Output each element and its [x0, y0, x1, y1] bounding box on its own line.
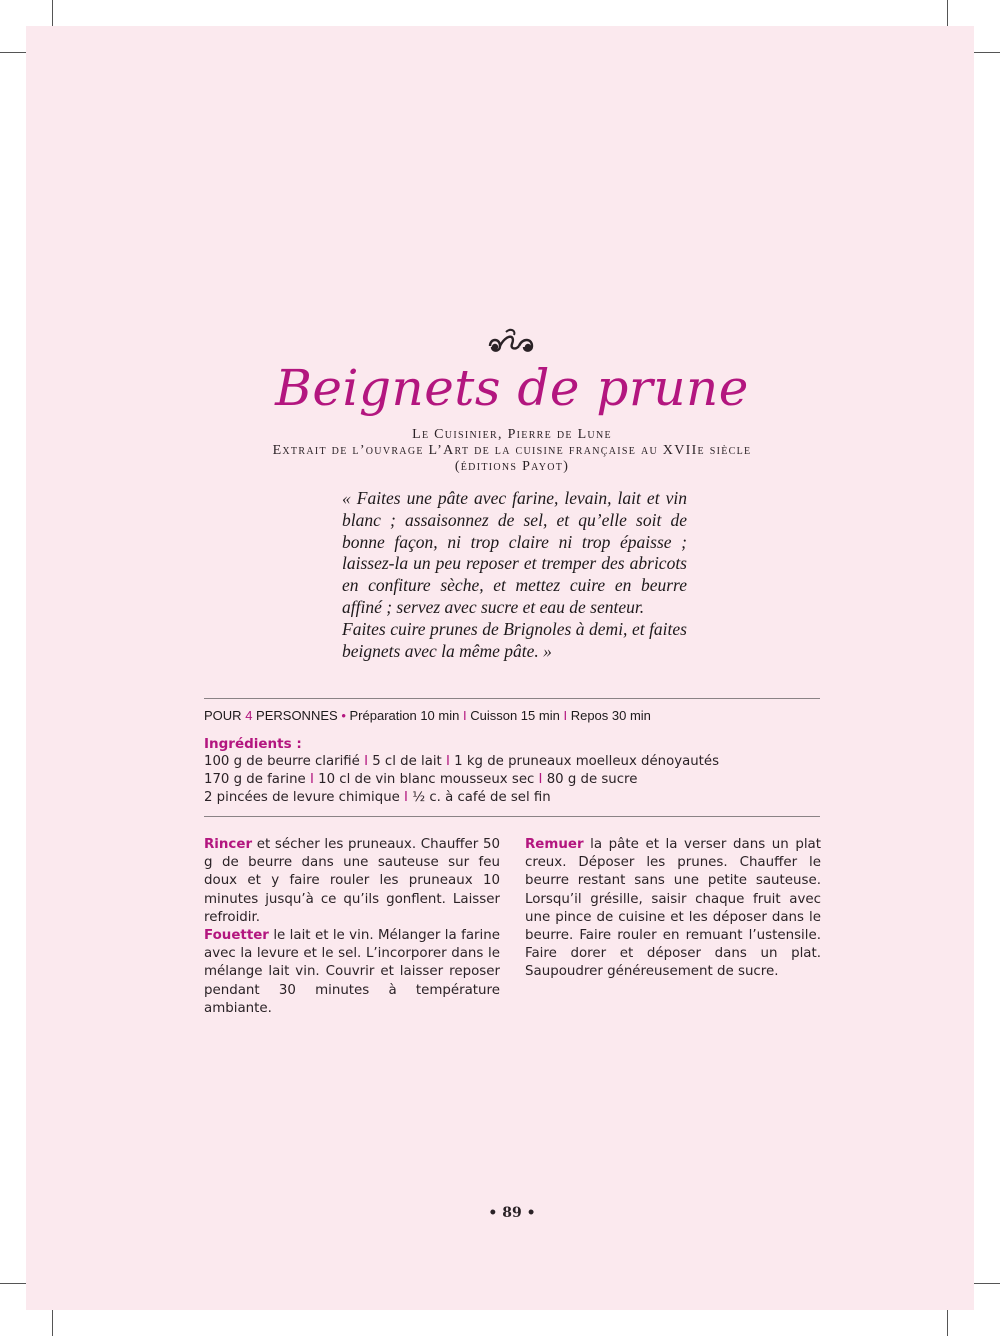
recipe-meta	[204, 708, 820, 723]
ingredient: 10 cl de vin blanc mousseux sec	[318, 772, 535, 787]
step-paragraph	[204, 836, 500, 927]
quote-paragraph: Faites cuire prunes de Brignoles à demi, et faites beignets avec la même pâte. »	[342, 618, 687, 661]
crop-mark	[0, 1283, 26, 1284]
ingredient: 100 g de beurre clarifié	[204, 754, 360, 769]
crop-mark	[0, 52, 26, 53]
steps-column-right	[525, 836, 821, 982]
ingredient-separator: I	[404, 790, 408, 805]
step-paragraph	[204, 927, 500, 1018]
step-text: et sécher les pruneaux. Chauffer 50 g de beurre dans une sauteuse sur feu doux et y faire rouler les pruneaux 10 minutes jusqu’à ce qu’ils gonflent. Laisser refroidir.	[204, 837, 500, 925]
ingredient-separator: I	[309, 772, 314, 787]
crop-mark	[52, 1310, 53, 1336]
ingredient-line	[204, 754, 719, 769]
servings-unit: PERSONNES	[256, 708, 338, 723]
servings-label: POUR	[204, 708, 242, 723]
step-text: le lait et le vin. Mélanger la farine avec la levure et le sel. L’incorporer dans le mélange lait vin. Couvrir et laisser reposer pendant 30 minutes à température ambiante.	[204, 928, 500, 1016]
meta-separator: I	[563, 708, 568, 723]
ingredient-separator: I	[446, 754, 450, 769]
page-number: • 89 •	[488, 1205, 536, 1221]
ingredient-line	[204, 772, 637, 787]
cook-time: Cuisson 15 min	[470, 708, 560, 723]
crop-mark	[974, 1283, 1000, 1284]
source-publisher: (éditions Payot)	[454, 459, 570, 474]
step-text: la pâte et la verser dans un plat creux. Déposer les prunes. Chauffer le beurre restant sans une petite sauteuse. Lorsqu’il grésille, saisir chaque fruit avec une pince de cuisine et les déposer dans le beurre. Faire rouler en remuant l’ustensile. Faire dorer et déposer dans un plat. Saupoudrer généreusement de sucre.	[525, 837, 821, 980]
ingredient-line	[204, 790, 551, 805]
ingredient: 5 cl de lait	[372, 754, 442, 769]
ingredient: 1 kg de pruneaux moelleux dénoyautés	[454, 754, 719, 769]
ingredient: 170 g de farine	[204, 772, 306, 787]
rest-time: Repos 30 min	[570, 708, 651, 723]
servings-count: 4	[245, 708, 253, 723]
divider	[204, 698, 820, 699]
source-author: Le Cuisinier, Pierre de Lune	[412, 427, 612, 442]
step-keyword: Remuer	[525, 837, 584, 852]
recipe-title: Beignets de prune	[275, 359, 749, 417]
ingredients-heading: Ingrédients :	[204, 736, 302, 752]
ingredient: ½ c. à café de sel fin	[412, 790, 551, 805]
source-book: Extrait de l’ouvrage L’Art de la cuisine française au XVIIe siècle	[272, 443, 752, 458]
step-keyword: Rincer	[204, 837, 253, 852]
ingredient: 2 pincées de levure chimique	[204, 790, 400, 805]
meta-separator: I	[462, 708, 467, 723]
step-paragraph	[525, 836, 821, 982]
prep-time: Préparation 10 min	[349, 708, 460, 723]
historical-quote	[342, 488, 687, 662]
crop-mark	[52, 0, 53, 26]
page-background	[26, 26, 974, 1310]
step-keyword: Fouetter	[204, 928, 269, 944]
crop-mark	[947, 1310, 948, 1336]
crop-mark	[947, 0, 948, 26]
crop-mark	[974, 52, 1000, 53]
flourish-ornament-icon	[486, 326, 538, 358]
meta-bullet: •	[341, 708, 346, 723]
quote-paragraph: « Faites une pâte avec farine, levain, lait et vin blanc ; assaisonnez de sel, et qu’elle soit de bonne façon, ni trop claire ni trop épaisse ; laissez-la un peu reposer et tremper des abricots en confiture sèche, et mettez cuire en beurre affiné ; servez avec sucre et eau de senteur.	[342, 488, 687, 617]
ingredient-separator: I	[364, 754, 369, 769]
ingredient-separator: I	[538, 772, 543, 787]
ingredient: 80 g de sucre	[546, 772, 638, 787]
divider	[204, 816, 820, 817]
steps-column-left	[204, 836, 500, 1018]
